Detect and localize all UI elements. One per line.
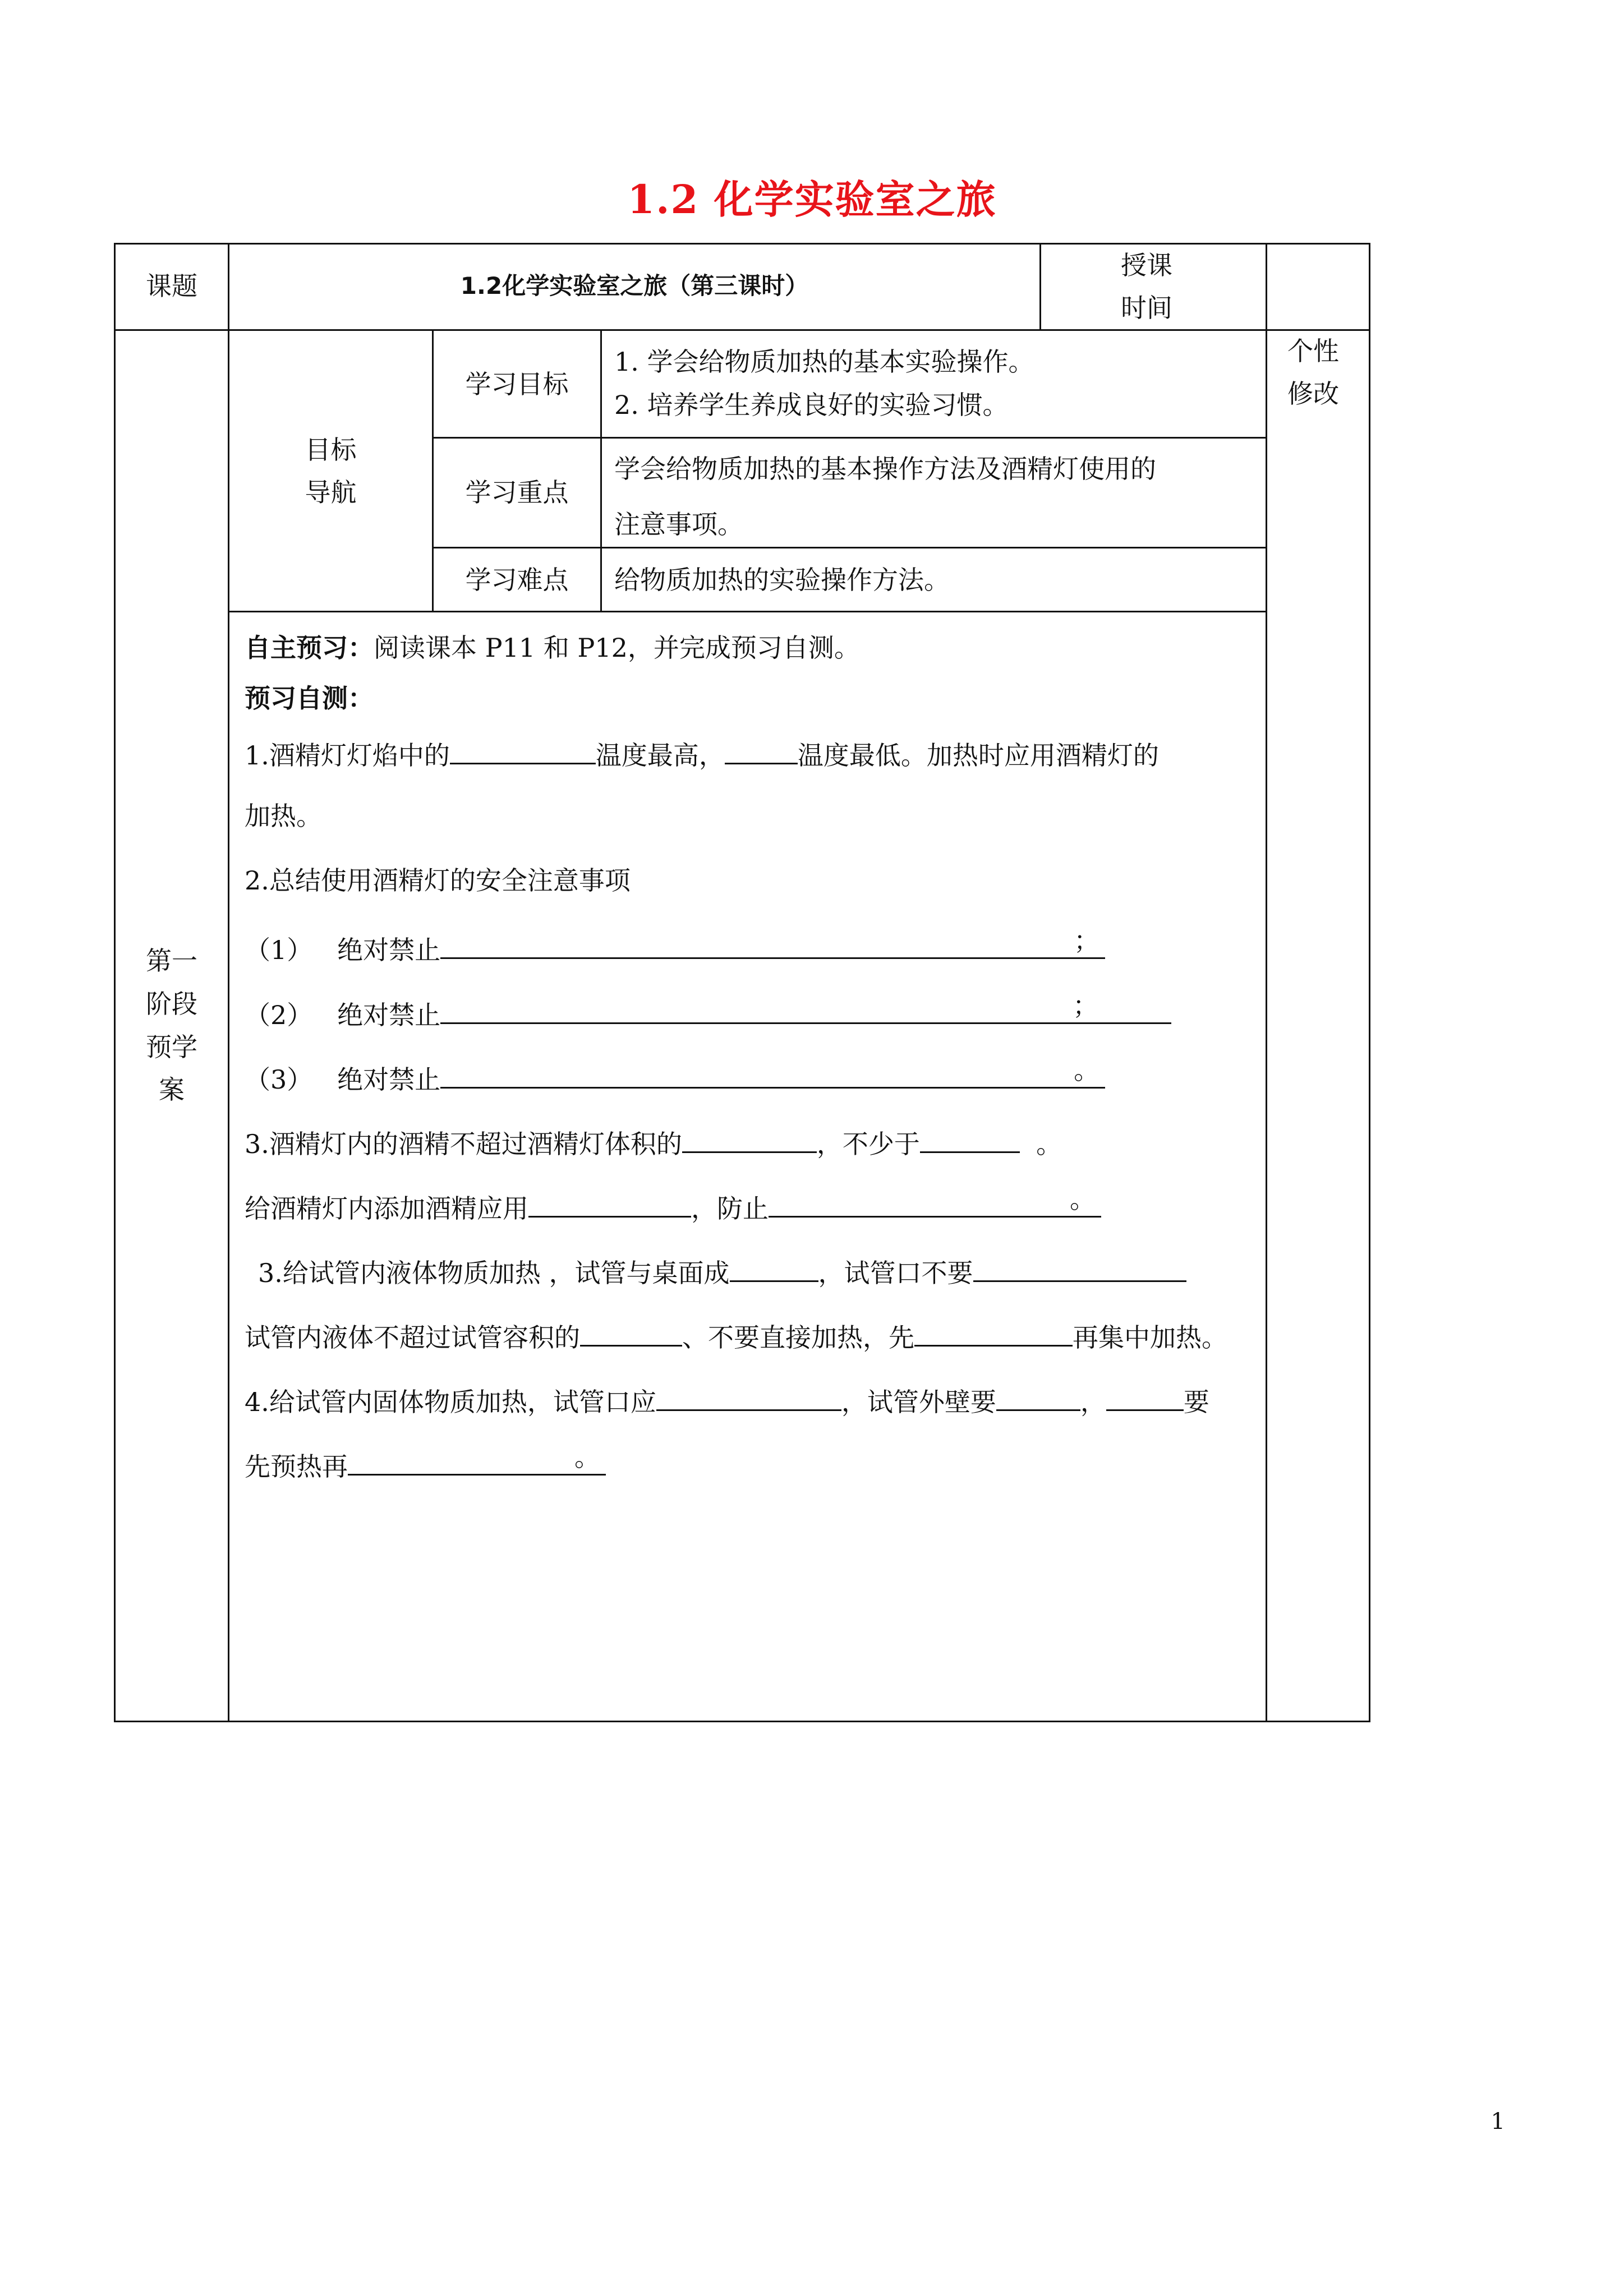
question-2-item-2: （2） 绝对禁止 ；: [245, 994, 1171, 1032]
time-label-1: 授课: [1121, 250, 1172, 280]
blank-3[interactable]: ；: [440, 929, 1105, 959]
blank-15[interactable]: [996, 1381, 1080, 1411]
page-title: 1.2 化学实验室之旅: [627, 176, 997, 223]
objective-label: 学习目标: [465, 369, 569, 399]
difficulty-text: 给物质加热的实验操作方法。: [614, 565, 950, 595]
stage-line-4: 案: [159, 1075, 185, 1105]
question-1-line-2: 加热。: [245, 801, 322, 831]
stage-line-1: 第一: [146, 946, 197, 976]
personal-label-2: 修改: [1287, 379, 1339, 409]
blank-5[interactable]: 。: [440, 1059, 1105, 1089]
focus-1: 学会给物质加热的基本操作方法及酒精灯使用的: [614, 454, 1156, 484]
focus-2: 注意事项。: [614, 509, 743, 540]
self-test-label: 预习自测：: [245, 683, 374, 713]
blank-8[interactable]: [528, 1188, 691, 1218]
self-study-label: 自主预习：: [245, 633, 374, 663]
question-2-item-3: （3） 绝对禁止 。: [245, 1059, 1105, 1096]
question-2-title: 2.总结使用酒精灯的安全注意事项: [245, 865, 631, 896]
blank-9[interactable]: 。: [769, 1188, 1101, 1218]
self-study-text: 阅读课本 P11 和 P12，并完成预习自测。: [374, 633, 860, 663]
blank-1[interactable]: [450, 735, 596, 764]
blank-12[interactable]: [580, 1317, 682, 1347]
nav-label-1: 目标: [305, 435, 357, 465]
focus-label: 学习重点: [465, 477, 569, 508]
stage-line-2: 阶段: [146, 989, 197, 1019]
objective-1: 1. 学会给物质加热的基本实验操作。: [614, 347, 1034, 377]
time-label-2: 时间: [1121, 293, 1172, 323]
nav-label-2: 导航: [305, 477, 357, 508]
blank-16[interactable]: [1106, 1381, 1184, 1411]
blank-17[interactable]: 。: [348, 1446, 606, 1476]
topic-value: 1.2化学实验室之旅（第三课时）: [460, 272, 809, 299]
self-study-line: [245, 631, 860, 665]
blank-13[interactable]: [914, 1317, 1073, 1347]
blank-4[interactable]: ；: [440, 994, 1171, 1024]
blank-10[interactable]: [730, 1252, 818, 1282]
topic-label: 课题: [146, 271, 197, 301]
question-3b-line-1: 3.给试管内液体物质加热 ，试管与桌面成 ，试管口不要: [258, 1252, 1186, 1290]
page-number: 1: [1490, 2109, 1505, 2134]
question-1-line-1: 1.酒精灯灯焰中的 温度最高， 温度最低。加热时应用酒精灯的: [245, 735, 1159, 772]
blank-14[interactable]: [656, 1381, 841, 1411]
personal-label-1: 个性: [1287, 336, 1339, 366]
question-2-item-1: （1） 绝对禁止 ；: [245, 929, 1105, 967]
blank-11[interactable]: [973, 1252, 1186, 1282]
question-3-line-2: 给酒精灯内添加酒精应用 ，防止 。: [245, 1188, 1101, 1225]
question-4-line-2: 先预热再 。: [245, 1446, 606, 1483]
blank-6[interactable]: [682, 1123, 817, 1153]
difficulty-label: 学习难点: [465, 565, 569, 595]
stage-line-3: 预学: [146, 1032, 197, 1062]
question-3b-line-2: 试管内液体不超过试管容积的 、不要直接加热，先 再集中加热。: [245, 1317, 1227, 1354]
objective-2: 2. 培养学生养成良好的实验习惯。: [614, 390, 1009, 420]
blank-2[interactable]: [725, 735, 798, 764]
blank-7[interactable]: [920, 1123, 1020, 1153]
question-4-line-1: 4.给试管内固体物质加热，试管口应 ，试管外壁要 ， 要: [245, 1381, 1209, 1419]
question-3-line-1: 3.酒精灯内的酒精不超过酒精灯体积的 ，不少于 。: [245, 1123, 1062, 1161]
